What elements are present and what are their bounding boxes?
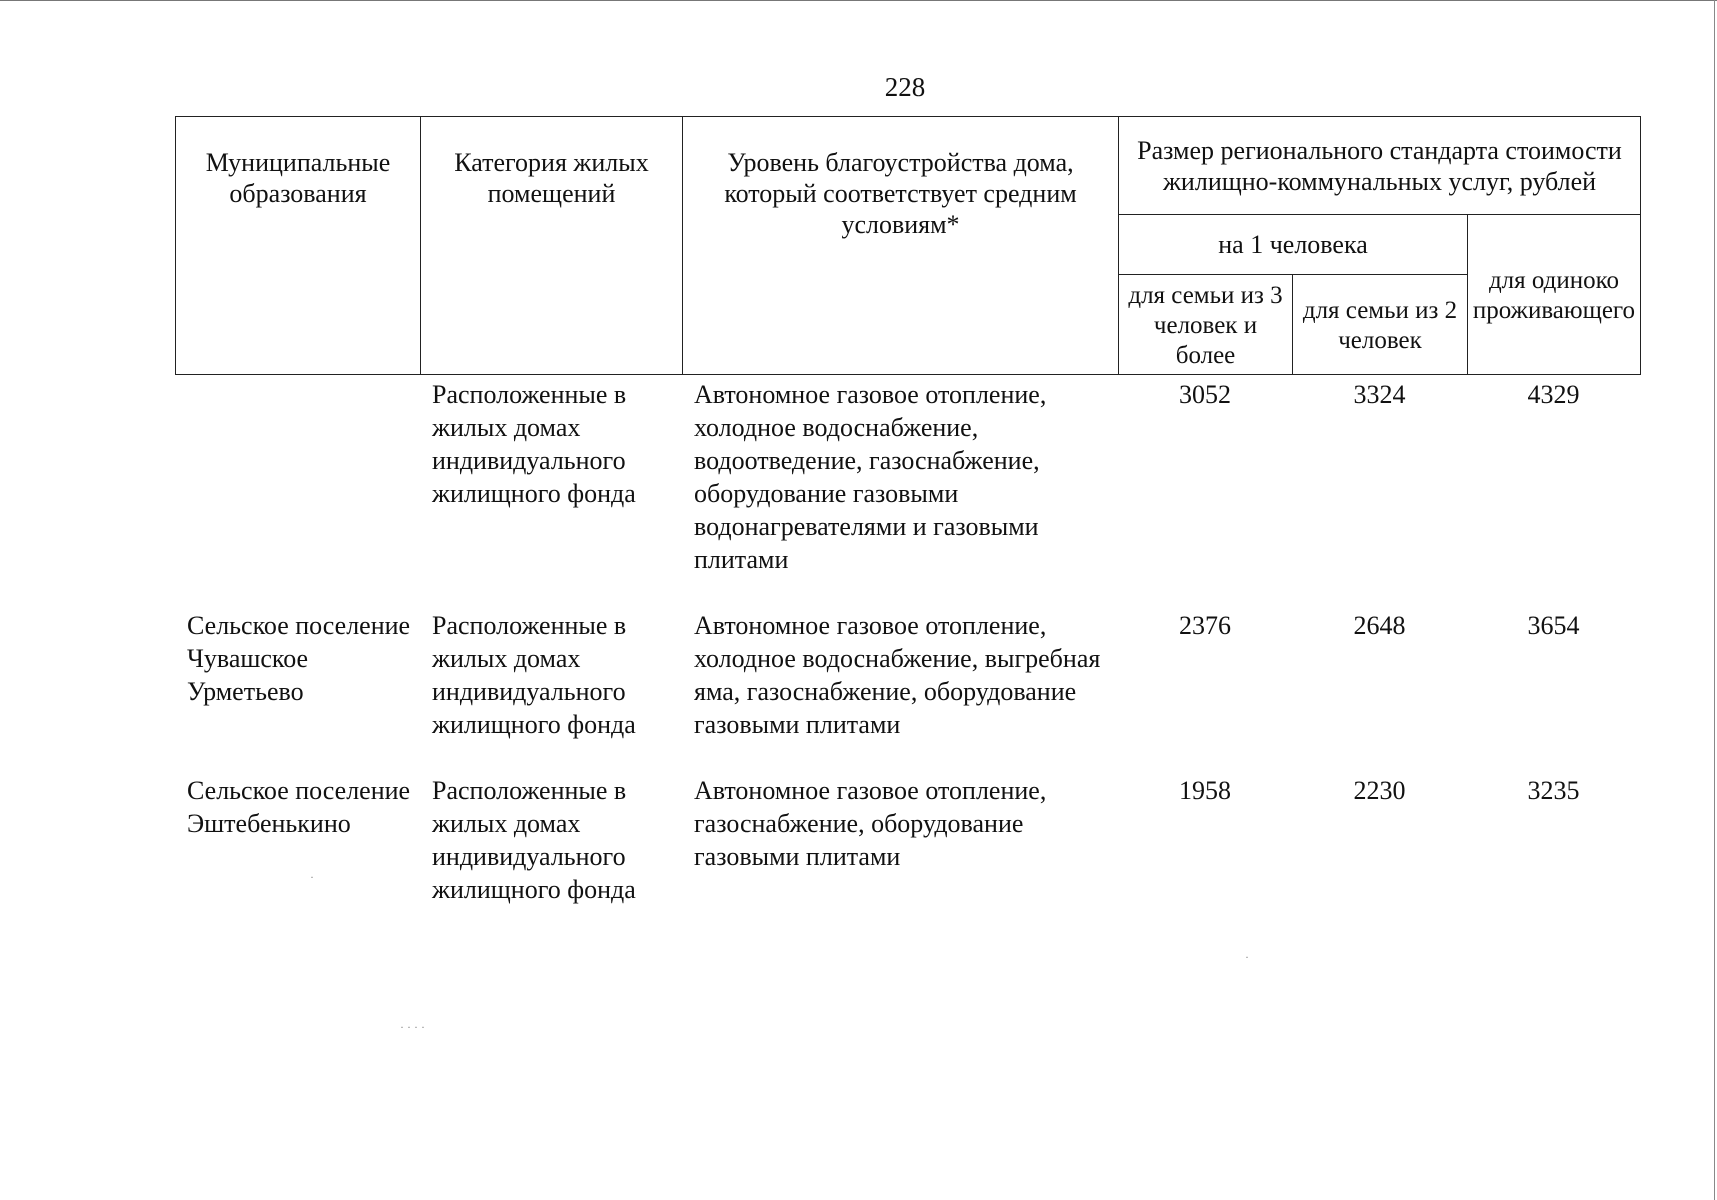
row-spacer	[175, 741, 1640, 774]
cell-single: 4329	[1527, 380, 1580, 409]
page-number: 228	[884, 72, 926, 102]
header-single: для одиноко проживающего	[1468, 215, 1641, 375]
header-category: Категория жилых помещений	[421, 117, 683, 375]
cell-category: Расположенные в жилых домах индивидуального жилищного фонда	[432, 611, 636, 739]
cell-single: 3654	[1527, 611, 1580, 640]
header-family2: для семьи из 2 человек	[1293, 275, 1468, 375]
cell-family2: 2648	[1353, 611, 1406, 640]
cell-category: Расположенные в жилых домах индивидуального жилищного фонда	[432, 380, 636, 508]
table-row	[175, 609, 1640, 741]
cell-family3: 3052	[1179, 380, 1231, 409]
table-row	[175, 378, 1640, 576]
cell-category: Расположенные в жилых домах индивидуального жилищного фонда	[432, 776, 636, 904]
header-standard: Размер регионального стандарта стоимости жилищно-коммунальных услуг, рублей	[1119, 117, 1641, 215]
cell-family3: 2376	[1179, 611, 1231, 640]
cell-municipality: Сельское поселение Эштебенькино	[187, 776, 411, 838]
cell-municipality: Сельское поселение Чувашское Урметьево	[187, 611, 411, 706]
table-header	[175, 116, 1641, 375]
scan-artifact: ·	[1245, 950, 1249, 964]
cell-family2: 2230	[1353, 776, 1406, 805]
cell-municipality	[175, 378, 420, 576]
header-family3: для семьи из 3 человек и более	[1119, 275, 1293, 375]
row-spacer	[175, 576, 1640, 609]
scan-edge-right	[1714, 0, 1715, 1200]
scan-artifact: · · · ·	[400, 1020, 425, 1034]
cell-family2: 3324	[1353, 380, 1406, 409]
cell-level: Автономное газовое отопление, газоснабжение, оборудование газовыми плитами	[694, 776, 1047, 871]
cell-single: 3235	[1527, 776, 1580, 805]
header-per-person: на 1 человека	[1119, 215, 1468, 275]
table-row	[175, 774, 1640, 906]
scan-artifact: ·	[310, 870, 314, 884]
cell-level: Автономное газовое отопление, холодное водоснабжение, выгребная яма, газоснабжение, оборудование газовыми плитами	[694, 611, 1101, 739]
header-level: Уровень благоустройства дома, который соответствует средним условиям*	[683, 117, 1119, 375]
header-municipalities: Муниципальные образования	[176, 117, 421, 375]
cell-family3: 1958	[1179, 776, 1231, 805]
scan-edge-top	[0, 0, 1717, 1]
cell-level: Автономное газовое отопление, холодное водоснабжение, водоотведение, газоснабжение, оборудование газовыми водонагревателями и газовыми плитами	[694, 380, 1047, 574]
table-body	[175, 378, 1640, 906]
